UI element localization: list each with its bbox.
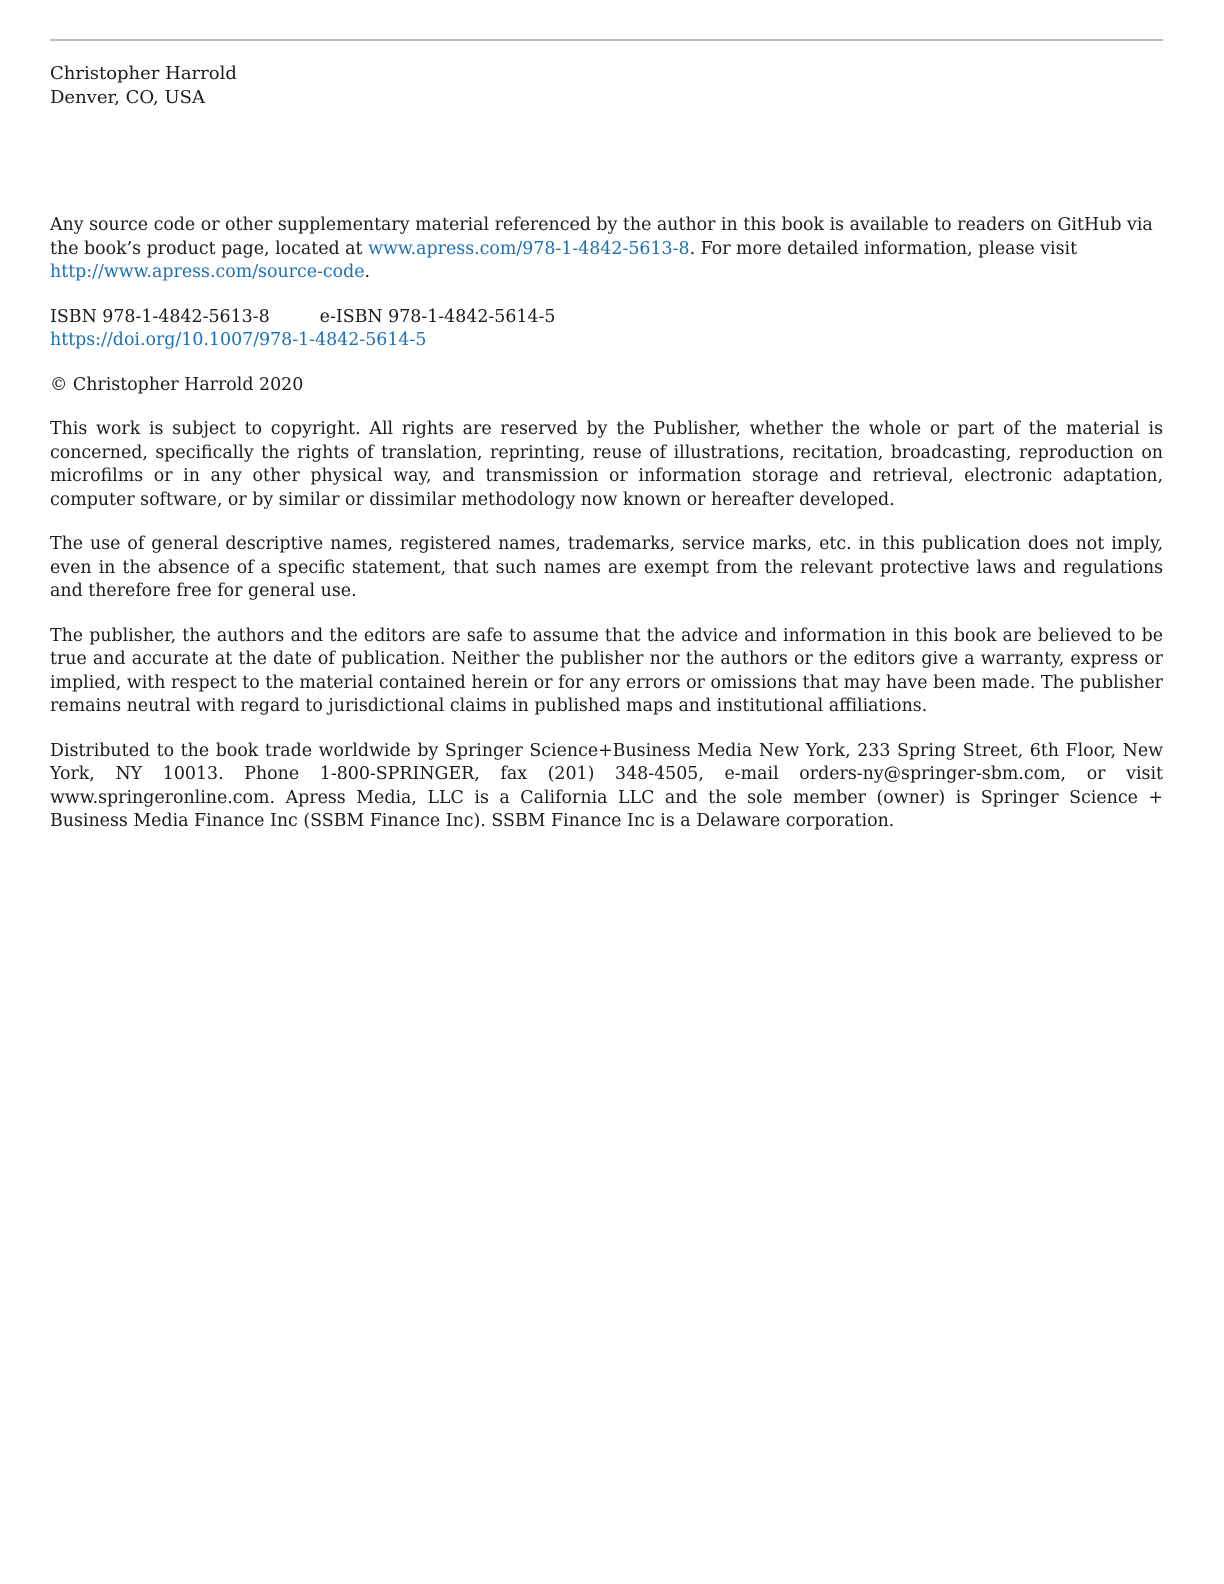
isbn-line [50,306,1163,330]
author-location: Denver, CO, USA [50,87,205,108]
isbn-print: ISBN 978-1-4842-5613-8 [50,306,270,327]
trademarks-paragraph: The use of general descriptive names, registered names, trademarks, service marks, etc. in this publication does not imply, even in the absence of a specific statement, that such names are exempt from the relevant protective laws and regulations and therefore free for general use. [50,534,1163,601]
copyright-notice: © Christopher Harrold 2020 [50,374,304,395]
rights-paragraph: This work is subject to copyright. All rights are reserved by the Publisher, whether the whole or part of the material is concerned, specifically the rights of translation, reprinting, reuse of illustrations, recitation, broadcasting, reproduction on microfilms or in any other physical way, and transmission or information storage and retrieval, electronic adaptation, computer software, or by similar or dissimilar methodology now known or hereafter developed. [50,419,1163,510]
source-code-link[interactable]: http://www.apress.com/source-code [50,262,365,282]
author-name: Christopher Harrold [50,63,237,84]
distribution-paragraph: Distributed to the book trade worldwide by Springer Science+Business Media New York, 233 Spring Street, 6th Floor, New York, NY 10013. Phone 1-800-SPRINGER, fax (201) 348-4505, e-mail orders-ny@springer-sbm.com, or visit www.springeronline.com. Apress Media, LLC is a California LLC and the sole member (owner) is Springer Science + Business Media Finance Inc (SSBM Finance Inc). SSBM Finance Inc is a Delaware corporation. [50,740,1163,831]
source-code-text-3: . [364,262,371,282]
doi-link[interactable]: https://doi.org/10.1007/978-1-4842-5614-5 [50,330,427,350]
author-block [50,62,237,110]
product-page-link[interactable]: www.apress.com/978-1-4842-5613-8 [368,238,690,259]
isbn-electronic: e-ISBN 978-1-4842-5614-5 [319,306,556,327]
copyright-page-body [50,214,1163,855]
disclaimer-paragraph: The publisher, the authors and the editors are safe to assume that the advice and information in this book are believed to be true and accurate at the date of publication. Neither the publisher nor the authors or the editors give a warranty, express or implied, with respect to the material contained herein or for any errors or omissions that may have been made. The publisher remains neutral with regard to jurisdictional claims in published maps and institutional affiliations. [50,625,1163,716]
isbn-block [50,306,1163,353]
source-code-text-2: . For more detailed information, please visit [689,238,1078,259]
top-divider [50,39,1163,41]
source-code-text-1: Any source code or other supplementary material referenced by the author in this book is available to readers on GitHub via the book’s product page, located at [50,215,1153,259]
source-code-paragraph [50,214,1163,285]
